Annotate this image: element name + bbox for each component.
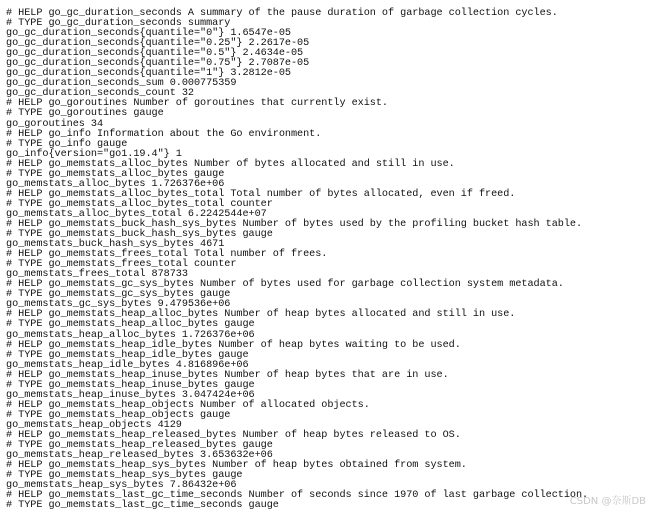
metrics-line: go_memstats_heap_released_bytes 3.653632e+06 [6,450,273,462]
metrics-line: go_memstats_heap_sys_bytes 7.86432e+06 [6,480,237,492]
metrics-line: # HELP go_memstats_buck_hash_sys_bytes Number of bytes used by the profiling bucket hash table. [6,218,583,230]
metrics-line: # TYPE go_memstats_alloc_bytes gauge [6,168,225,180]
csdn-watermark: CSDN @奈斯DB [569,496,646,507]
metrics-line: # HELP go_memstats_heap_released_bytes Number of heap bytes released to OS. [6,429,461,441]
metrics-line: # TYPE go_memstats_alloc_bytes_total counter [6,198,273,210]
metrics-line: go_memstats_heap_alloc_bytes 1.726376e+06 [6,329,255,341]
metrics-line: # TYPE go_goroutines gauge [6,108,164,120]
metrics-line: go_gc_duration_seconds{quantile="1"} 3.2812e-05 [6,68,291,80]
metrics-line: # HELP go_memstats_gc_sys_bytes Number of bytes used for garbage collection system metadata. [6,279,564,291]
metrics-line: # TYPE go_memstats_buck_hash_sys_bytes gauge [6,229,273,241]
metrics-line: # TYPE go_memstats_heap_alloc_bytes gauge [6,319,255,331]
metrics-line: # TYPE go_memstats_heap_sys_bytes gauge [6,470,243,482]
metrics-line: # HELP go_memstats_heap_sys_bytes Number of heap bytes obtained from system. [6,460,467,472]
metrics-line: go_gc_duration_seconds_count 32 [6,88,194,100]
metrics-line: # HELP go_memstats_alloc_bytes Number of bytes allocated and still in use. [6,158,455,170]
metrics-line: go_memstats_heap_idle_bytes 4.816896e+06 [6,359,249,371]
metrics-line: go_memstats_alloc_bytes_total 6.2242544e+07 [6,208,267,220]
metrics-line: # TYPE go_memstats_gc_sys_bytes gauge [6,289,231,301]
metrics-line: go_gc_duration_seconds{quantile="0"} 1.6547e-05 [6,28,291,40]
metrics-line: go_memstats_alloc_bytes 1.726376e+06 [6,178,225,190]
metrics-line: go_memstats_buck_hash_sys_bytes 4671 [6,239,225,251]
metrics-line: go_gc_duration_seconds{quantile="0.5"} 2.4634e-05 [6,48,304,60]
metrics-line: # TYPE go_memstats_last_gc_time_seconds gauge [6,500,279,512]
metrics-line: # TYPE go_memstats_frees_total counter [6,259,237,271]
metrics-line: go_memstats_frees_total 878733 [6,269,188,281]
metrics-line: go_memstats_gc_sys_bytes 9.479536e+06 [6,299,231,311]
metrics-line: # TYPE go_memstats_heap_objects gauge [6,409,231,421]
metrics-line: # TYPE go_info gauge [6,138,128,150]
metrics-line: # TYPE go_gc_duration_seconds summary [6,18,231,30]
metrics-line: go_memstats_heap_inuse_bytes 3.047424e+06 [6,389,255,401]
metrics-line: # HELP go_memstats_heap_alloc_bytes Number of heap bytes allocated and still in use. [6,309,516,321]
metrics-line: go_goroutines 34 [6,118,104,130]
metrics-line: # HELP go_info Information about the Go environment. [6,128,322,140]
metrics-line: # HELP go_memstats_alloc_bytes_total Total number of bytes allocated, even if freed. [6,188,516,200]
metrics-line: go_memstats_heap_objects 4129 [6,419,182,431]
metrics-line: go_gc_duration_seconds{quantile="0.75"} 2.7087e-05 [6,58,310,70]
metrics-line: # HELP go_memstats_heap_idle_bytes Number of heap bytes waiting to be used. [6,339,461,351]
metrics-line: # HELP go_memstats_heap_inuse_bytes Number of heap bytes that are in use. [6,369,449,381]
metrics-line: # HELP go_memstats_frees_total Total number of frees. [6,249,328,261]
metrics-line: # HELP go_goroutines Number of goroutines that currently exist. [6,98,389,110]
metrics-line: # HELP go_memstats_last_gc_time_seconds Number of seconds since 1970 of last garbage collection. [6,490,589,502]
metrics-output [6,9,652,511]
metrics-line: # HELP go_gc_duration_seconds A summary of the pause duration of garbage collection cycles. [6,8,558,19]
metrics-line: # TYPE go_memstats_heap_released_bytes gauge [6,440,273,452]
metrics-line: go_gc_duration_seconds{quantile="0.25"} 2.2617e-05 [6,38,310,50]
metrics-line: # HELP go_memstats_heap_objects Number of allocated objects. [6,399,370,411]
metrics-line: # TYPE go_memstats_heap_inuse_bytes gauge [6,379,255,391]
metrics-line: go_gc_duration_seconds_sum 0.000775359 [6,78,237,90]
metrics-line: go_info{version="go1.19.4"} 1 [6,148,182,160]
metrics-line: # TYPE go_memstats_heap_idle_bytes gauge [6,349,249,361]
